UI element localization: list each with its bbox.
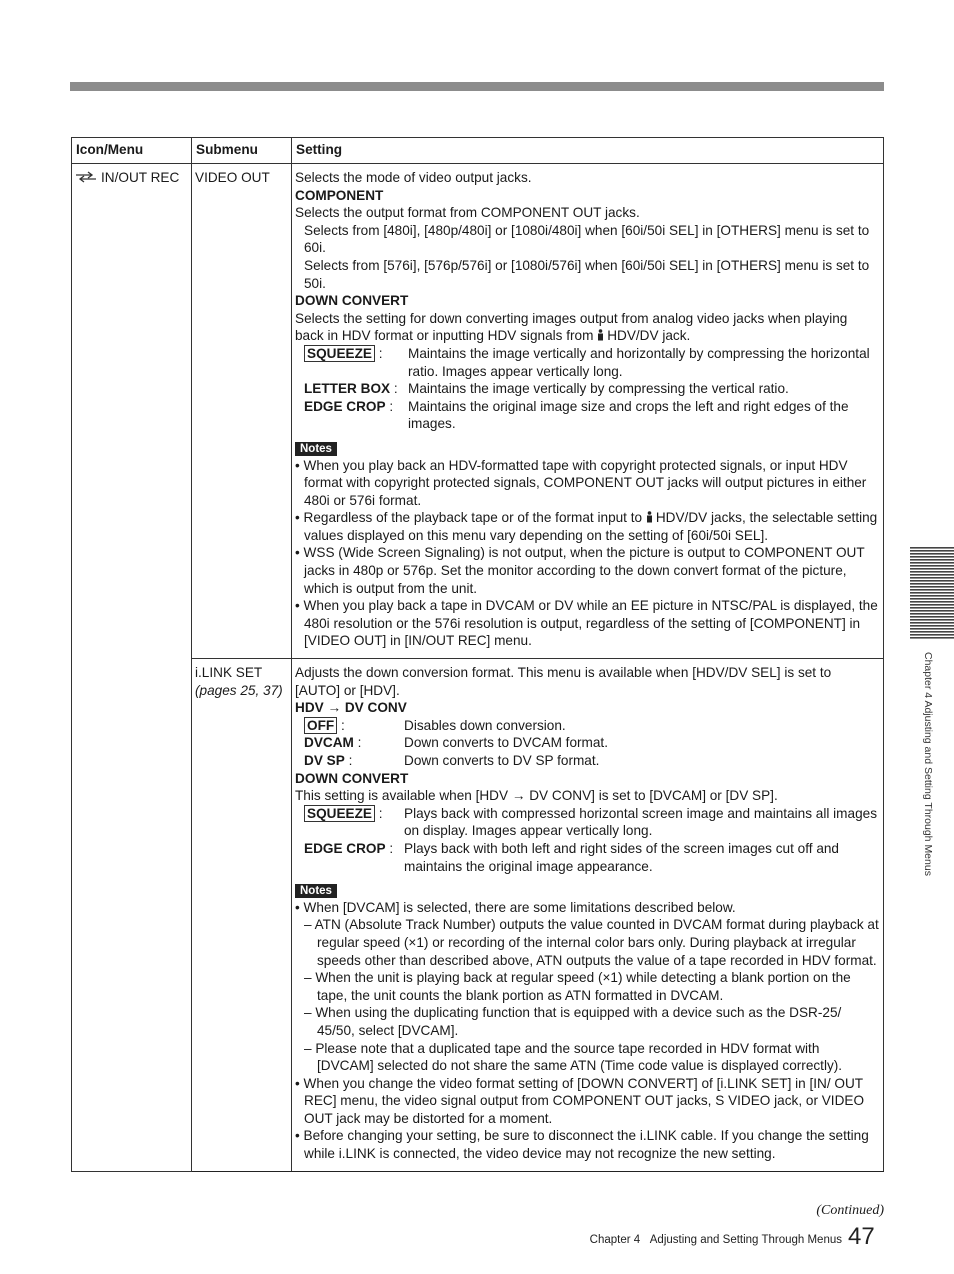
down-convert-desc <box>295 310 879 345</box>
option-off <box>295 717 879 735</box>
tab-stripe <box>910 628 954 630</box>
tab-stripe <box>910 613 954 615</box>
tab-stripe <box>910 565 954 567</box>
header-submenu: Submenu <box>192 138 292 164</box>
tab-stripe <box>910 583 954 585</box>
note-text: When you change the video format setting of [DOWN CONVERT] of [i.LINK SET] in [IN/ OUT REC] menu, the video signal output from COMPONENT OUT jacks, S VIDEO jack, or VIDEO OUT jack may be distorted for a moment. <box>303 1075 865 1126</box>
note-text: When you play back a tape in DVCAM or DV while an EE picture in NTSC/PAL is displayed, the 480i resolution or the 576i resolution is output, regardless of the setting of [COMPONENT] in [VIDEO OUT] in [IN/OUT REC] menu. <box>303 598 878 649</box>
tab-stripe <box>910 598 954 600</box>
option-sep: : <box>337 717 345 733</box>
tab-stripe <box>910 631 954 633</box>
tab-stripe <box>910 625 954 627</box>
notes-label: Notes <box>295 884 337 898</box>
component-50i: Selects from [576i], [576p/576i] or [1080i/576i] when [60i/50i SEL] in [OTHERS] menu is set to 50i. <box>304 257 870 291</box>
menu-name: IN/OUT REC <box>101 170 180 185</box>
option-key: EDGE CROP <box>304 840 386 856</box>
table-row <box>72 659 884 1172</box>
note-item: • When [DVCAM] is selected, there are some limitations described below. <box>295 899 736 915</box>
tab-stripe <box>910 568 954 570</box>
option-squeeze <box>295 345 879 380</box>
option-desc: Plays back with both left and right sides of the screen images cut off and maintains the original image appearance. <box>404 840 839 874</box>
note-text-b: HDV/DV jacks, the selectable setting values displayed on this menu vary depending on the setting of [60i/50i SEL]. <box>304 510 878 543</box>
option-key: EDGE CROP <box>304 398 386 414</box>
tab-stripe <box>910 601 954 603</box>
hdv-dvconv-title: HDV → DV CONV <box>295 700 407 716</box>
tab-stripe <box>910 616 954 618</box>
option-key: DVCAM <box>304 735 354 751</box>
note-item: • When you play back an HDV-formatted tape with copyright protected signals, or input HDV format with copyright protected signals, COMPONENT OUT jacks will output pictures in either 480i or 576i format. <box>295 457 867 508</box>
footer-chapter-number: Chapter 4 <box>589 1234 641 1246</box>
down-convert-desc: This setting is available when [HDV → DV CONV] is set to [DVCAM] or [DV SP]. <box>295 788 778 804</box>
submenu-cell <box>192 164 292 659</box>
tab-stripe <box>910 562 954 564</box>
option-edge-crop <box>295 840 879 875</box>
note-subitem: – Please note that a duplicated tape and the source tape recorded in HDV format with [DVCAM] selected do not share the same ATN (Time code value is displayed correctly). <box>304 1040 843 1074</box>
note-subitem: – ATN (Absolute Track Number) outputs the value counted in DVCAM format during playback at regular speed (×1) or recording of the internal color bars only. During playback at irregular speeds other than described above, ATN outputs the value of a tape recorded in HDV format. <box>304 917 879 968</box>
option-dv-sp <box>295 752 879 770</box>
option-key: SQUEEZE <box>304 805 375 822</box>
option-key: SQUEEZE <box>304 345 375 362</box>
note-text: WSS (Wide Screen Signaling) is not output, when the picture is output to COMPONENT OUT jacks in 480p or 576p. Set the monitor according to the down convert format of the picture, which is output from the unit. <box>303 545 865 596</box>
tab-stripe <box>910 586 954 588</box>
header-bar <box>70 82 884 91</box>
note-text: When [DVCAM] is selected, there are some limitations described below. <box>303 899 736 915</box>
submenu-video-out: VIDEO OUT <box>195 170 270 185</box>
page-number: 47 <box>848 1223 875 1250</box>
option-sep: : <box>353 735 362 751</box>
submenu-ilink-set: i.LINK SET <box>195 665 263 681</box>
footer-chapter <box>560 1234 842 1246</box>
option-desc: Maintains the original image size and crops the left and right edges of the images. <box>408 398 849 432</box>
option-desc: Down converts to DVCAM format. <box>404 735 608 751</box>
option-sep: : <box>374 345 383 361</box>
menu-table <box>71 137 884 1172</box>
note-subitem: – When using the duplicating function that is equipped with a device such as the DSR-25/ 45/50, select [DVCAM]. <box>304 1005 842 1038</box>
down-convert-title: DOWN CONVERT <box>295 770 409 786</box>
tab-stripe <box>910 574 954 576</box>
notes-label: Notes <box>295 442 337 456</box>
ilink-connector-icon <box>597 329 604 341</box>
chapter-tab-marker <box>910 547 954 639</box>
component-60i: Selects from [480i], [480p/480i] or [1080i/480i] when [60i/50i SEL] in [OTHERS] menu is set to 60i. <box>304 222 870 256</box>
note-item: • When you play back a tape in DVCAM or DV while an EE picture in NTSC/PAL is displayed, the 480i resolution or the 576i resolution is output, regardless of the setting of [COMPONENT] in [VIDEO OUT] in [IN/OUT REC] menu. <box>295 598 878 649</box>
down-convert-desc-b: HDV/DV jack. <box>607 328 691 344</box>
note-subitem: – When the unit is playing back at regular speed (×1) while detecting a blank portion on the tape, the unit counts the blank portion as ATN formatted in DVCAM. <box>304 970 851 1003</box>
ilink-connector-icon <box>646 511 653 523</box>
table-header-row <box>72 138 884 164</box>
note-text-a: Regardless of the playback tape or of the format input to <box>303 510 643 526</box>
down-convert-title: DOWN CONVERT <box>295 293 409 309</box>
option-sep: : <box>344 753 353 768</box>
table-row <box>72 164 884 659</box>
down-convert-desc-a: Selects the setting for down converting images output from analog video jacks when playing back in HDV format or inputting HDV signals from <box>295 310 848 344</box>
tab-stripe <box>910 577 954 579</box>
option-sep: : <box>374 805 383 821</box>
note-subitem-text: When using the duplicating function that is equipped with a device such as the DSR-25/ 45/50, select [DVCAM]. <box>315 1005 842 1038</box>
submenu-cell <box>192 659 292 1172</box>
footer-chapter-title: Adjusting and Setting Through Menus <box>649 1234 842 1246</box>
option-key: OFF <box>304 717 337 734</box>
continued-label: (Continued) <box>816 1203 884 1218</box>
option-sep: : <box>385 840 394 856</box>
note-item: • When you change the video format setting of [DOWN CONVERT] of [i.LINK SET] in [IN/ OUT REC] menu, the video signal output from COMPONENT OUT jacks, S VIDEO jack, or VIDEO OUT jack may be distorted for a moment. <box>295 1075 865 1126</box>
option-dvcam <box>295 734 879 752</box>
note-text: Before changing your setting, be sure to disconnect the i.LINK cable. If you change the setting while i.LINK is connected, the video device may not recognize the new setting. <box>303 1128 869 1162</box>
option-desc: Down converts to DV SP format. <box>404 753 600 768</box>
note-subitem-text: Please note that a duplicated tape and the source tape recorded in HDV format with [DVCAM] selected do not share the same ATN (Time code value is displayed correctly). <box>315 1040 843 1074</box>
option-edge-crop <box>295 398 879 433</box>
header-icon-menu: Icon/Menu <box>72 138 192 164</box>
note-item: • WSS (Wide Screen Signaling) is not output, when the picture is output to COMPONENT OUT jacks in 480p or 576p. Set the monitor according to the down convert format of the picture, which is output from the unit. <box>295 545 865 596</box>
tab-stripe <box>910 550 954 552</box>
tab-stripe <box>910 604 954 606</box>
ilink-intro: Adjusts the down conversion format. This menu is available when [HDV/DV SEL] is set to [AUTO] or [HDV]. <box>295 665 832 698</box>
setting-cell <box>292 164 884 659</box>
tab-stripe <box>910 556 954 558</box>
note-subitem-text: ATN (Absolute Track Number) outputs the value counted in DVCAM format during playback at regular speed (×1) or recording of the internal color bars only. During playback at irregular speeds other than described above, ATN outputs the value of a tape recorded in HDV format. <box>314 917 879 968</box>
menu-cell <box>72 164 192 1172</box>
option-desc: Maintains the image vertically by compressing the vertical ratio. <box>408 381 789 397</box>
tab-stripe <box>910 622 954 624</box>
tab-stripe <box>910 610 954 612</box>
tab-stripe <box>910 634 954 636</box>
setting-cell <box>292 659 884 1172</box>
option-sep: : <box>385 398 394 414</box>
header-setting: Setting <box>292 138 884 164</box>
tab-stripe <box>910 589 954 591</box>
component-desc: Selects the output format from COMPONENT OUT jacks. <box>295 205 640 221</box>
tab-stripe <box>910 580 954 582</box>
option-key: DV SP <box>304 753 345 768</box>
component-title: COMPONENT <box>295 187 384 203</box>
tab-stripe <box>910 595 954 597</box>
side-chapter-label: Chapter 4 Adjusting and Setting Through Menus <box>922 652 934 876</box>
tab-stripe <box>910 592 954 594</box>
tab-stripe <box>910 619 954 621</box>
option-desc: Disables down conversion. <box>404 717 566 733</box>
note-text: When you play back an HDV-formatted tape with copyright protected signals, or input HDV format with copyright protected signals, COMPONENT OUT jacks will output pictures in either 480i or 576i format. <box>303 457 867 508</box>
note-item: • Before changing your setting, be sure to disconnect the i.LINK cable. If you change the setting while i.LINK is connected, the video device may not recognize the new setting. <box>295 1128 869 1162</box>
in-out-arrows-icon <box>75 171 97 183</box>
option-sep: : <box>390 381 398 397</box>
option-letter-box <box>295 380 879 398</box>
tab-stripe <box>910 571 954 573</box>
video-out-intro: Selects the mode of video output jacks. <box>295 170 532 185</box>
option-desc: Plays back with compressed horizontal screen image and maintains all images on display. Images appear vertically long. <box>404 805 877 839</box>
tab-stripe <box>910 607 954 609</box>
note-subitem-text: When the unit is playing back at regular speed (×1) while detecting a blank portion on the tape, the unit counts the blank portion as ATN formatted in DVCAM. <box>315 970 851 1003</box>
submenu-pages: (pages 25, 37) <box>195 682 283 698</box>
tab-stripe <box>910 637 954 639</box>
tab-stripe <box>910 559 954 561</box>
option-key: LETTER BOX <box>304 381 391 397</box>
option-squeeze <box>295 805 879 840</box>
tab-stripe <box>910 553 954 555</box>
tab-stripe <box>910 547 954 549</box>
note-item: • Regardless of the playback tape or of the format input to HDV/DV jacks, the selectable setting values displayed on this menu vary depending on the setting of [60i/50i SEL]. <box>295 510 878 543</box>
option-desc: Maintains the image vertically and horizontally by compressing the horizontal ratio. Images appear vertically long. <box>408 345 870 379</box>
